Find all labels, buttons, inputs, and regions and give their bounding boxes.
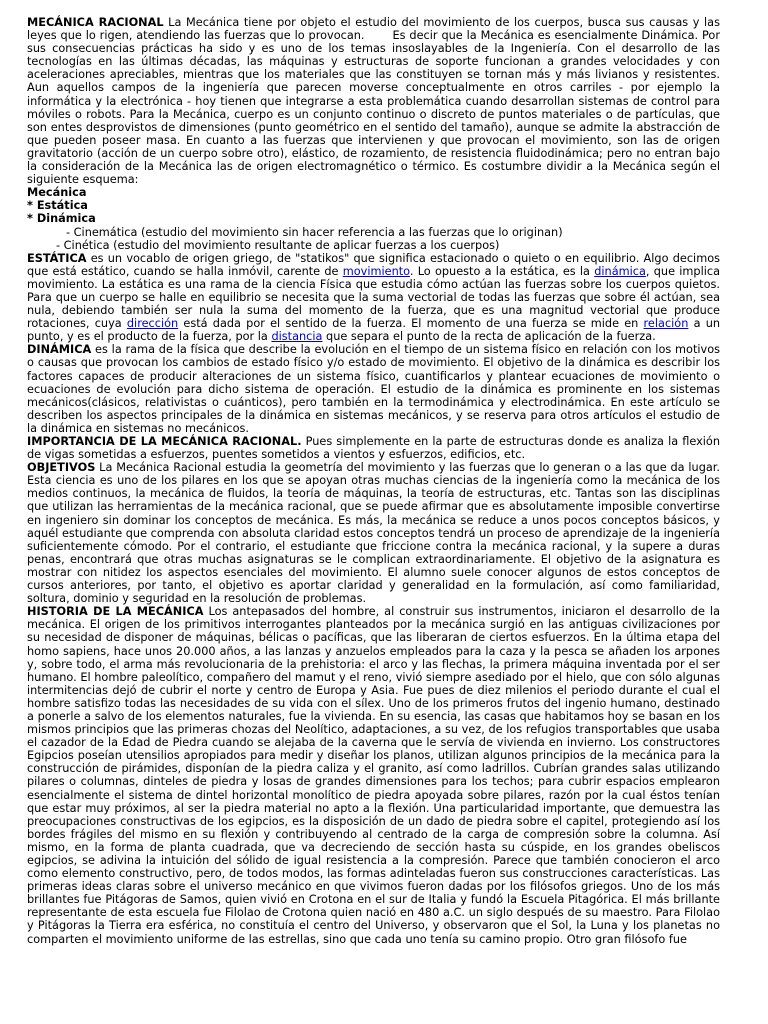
dinamica-paragraph: [27, 343, 720, 435]
dinamica-heading: DINÁMICA: [27, 343, 92, 357]
estatica-text: , que implica movimiento. La estática es una rama de la ciencia Física que estudia cómo actúan las fuerzas sobre los cuerpos quietos. Para que un cuerpo se halle en equilibrio se necesita que la suma vectorial de todas las fuerzas que sobre él actúan, sea nula, debiendo también ser nula la suma del momento de la fuerza, que es una magnitud vectorial que produce rotaciones, cuya: [27, 264, 720, 331]
estatica-text: a un punto, y es el producto de la fuerza, por la: [27, 317, 721, 344]
importancia-paragraph: [27, 435, 720, 461]
historia-heading: HISTORIA DE LA MECÁNICA: [27, 605, 204, 619]
historia-text: Los antepasados del hombre, al construir sus instrumentos, iniciaron el desarrollo de la mecánica. El origen de los primitivos interrogantes planteados por la mecánica surgió en las antiguas civilizaciones por su necesidad de disponer de máquinas, bélicas o pacíficas, que las liberaran de ciertos esfuerzos. En la última etapa del homo sapiens, hace unos 20.000 años, a las lanzas y anzuelos empleados para la caza y la pesca se añaden los arpones y, sobre todo, el arma más revolucionaria de la prehistoria: el arco y las flechas, la primera máquina inventada por el ser humano. El hombre paleolítico, compañero del mamut y el reno, vivió siempre asediado por el hielo, que con sólo algunas intermitencias dejó de cubrir el norte y centro de Europa y Asia. Fue pues de diez milenios el periodo durante el cual el hombre satisfizo todas las necesidades de su vida con el sílex. Uno de los primeros frutos del ingenio humano, destinado a ponerle a salvo de los elementos naturales, fue la vivienda. En su esencia, las casas que habitamos hoy se basan en los mismos principios que las primeras chozas del Neolítico, adaptaciones, a su vez, de los refugios transportables que usaba el cazador de la Edad de Piedra cuando se alejaba de la caverna que le servía de vivienda en invierno. Los constructores Egipcios poseían utensilios apropiados para medir y diseñar los planos, utilizan algunos principios de la mecánica para la construcción de pirámides, disponían de la piedra caliza y el granito, así como ladrillos. Cubrían grandes salas utilizando pilares o columnas, dinteles de piedra y losas de grandes dimensiones para los techos; para cubrir espacios emplearon esencialmente el sistema de dintel horizontal monolítico de piedra apoyada sobre pilares, razón por la cual éstos tenían que estar muy próximos, al ser la piedra material no apto a la flexión. Una particularidad importante, que demuestra las preocupaciones constructivas de los egipcios, es la disposición de un dado de piedra sobre el capitel, protegiendo así los bordes frágiles del mismo en su flexión y contribuyendo al centrado de la carga de compresión sobre la columna. Así mismo, en la forma de planta cuadrada, que va decreciendo de sección hasta su cúspide, en los grandes obeliscos egipcios, se adivina la intuición del sólido de igual resistencia a la compresión. Parece que también conocieron el arco como elemento constructivo, pero, de todos modos, las formas adinteladas fueron sus construcciones características. Las primeras ideas claras sobre el universo mecánico en que vivimos fueron dadas por los filósofos griegos. Uno de los más brillantes fue Pitágoras de Samos, quien vivió en Crotona en el sur de Italia y fundó la Escuela Pitagórica. El más brillante representante de esta escuela fue Filolao de Crotona quien nació en 480 a.C. un siglo después de su maestro. Para Filolao y Pitágoras la Tierra era esférica, no constituía el centro del Universo, y observaron que el Sol, la Luna y los planetas no comparten el movimiento uniforme de las estrellas, sino que cada uno tenía su camino propio. Otro gran filósofo fue: [27, 605, 720, 946]
importancia-heading: IMPORTANCIA DE LA MECÁNICA RACIONAL.: [27, 435, 302, 448]
mecanica-racional-heading: MECÁNICA RACIONAL: [27, 16, 164, 29]
dinamica-text: es la rama de la física que describe la evolución en el tiempo de un sistema físico en relación con los motivos o causas que provocan los cambios de estado físico y/o estado de movimiento. El objetivo de la dinámica es describir los factores capaces de producir alteraciones de un sistema físico, cuantificarlos y plantear ecuaciones de movimiento o ecuaciones de evolución para dicho sistema de operación. El estudio de la dinámica es prominente en los sistemas mecánicos(clásicos, relativistas o cuánticos), pero también en la termodinámica y electrodinámica. En este artículo se describen los aspectos principales de la dinámica en sistemas mecánicos, y se reserva para otros artículos el estudio de la dinámica en sistemas no mecánicos.: [27, 343, 720, 435]
direccion-link[interactable]: dirección: [126, 317, 179, 331]
relacion-link[interactable]: relación: [643, 317, 689, 331]
estatica-text: es un vocablo de origen griego, de "statikos" que significa estacionado o quieto o en equilibrio. Algo decimos que está estático, cuando se halla inmóvil, carente de: [27, 251, 720, 278]
estatica-heading: ESTÁTICA: [27, 251, 87, 265]
estatica-text: está dada por el sentido de la fuerza. El momento de una fuerza se mide en: [178, 317, 644, 331]
historia-paragraph: [27, 605, 720, 945]
scheme-sub-cinetica: - Cinética (estudio del movimiento resultante de aplicar fuerzas a los cuerpos): [56, 238, 500, 252]
intro-text-2: Es decir que la Mecánica es esencialmente Dinámica. Por sus consecuencias prácticas ha sido y es uno de los temas insoslayables de la Ingeniería. Con el desarrollo de las tecnologías en las últimas décadas, las máquinas y estructuras de soporte funcionan a grandes velocidades y con aceleraciones apreciables, mientras que los materiales que las constituyen se tornan más y más livianos y resistentes. Aun aquellos campos de la ingeniería que parecen moverse conceptualmente en otros carriles - por ejemplo la informática y la electrónica - hoy tienen que integrarse a esta problemática cuando desarrollan sistemas de control para móviles o robots. Para la Mecánica, cuerpo es un conjunto continuo o discreto de puntos materiales o de partículas, que son entes desprovistos de dimensiones (punto geométrico en el sentido del tamaño), aunque se admite la abstracción de que pueden poseer masa. En cuanto a las fuerzas que intervienen y que provocan el movimiento, son las de origen gravitatorio (acción de un cuerpo sobre otro), elástico, de rozamiento, de resistencia fluidodinámica; pero no entran bajo la consideración de la Mecánica las de origen electromagnético o térmico. Es costumbre dividir a la Mecánica según el siguiente esquema:: [27, 29, 720, 187]
objetivos-text: La Mecánica Racional estudia la geometría del movimiento y las fuerzas que lo generan o a las que da lugar. Esta ciencia es uno de los pilares en los que se apoyan otras muchas ciencias de la ingeniería como la mecánica de los medios continuos, la mecánica de fluidos, la teoría de máquinas, la teoría de estructuras, etc. Tantas son las disciplinas que utilizan las herramientas de la mecánica racional, que se puede afirmar que es absolutamente imposible convertirse en ingeniero sin dominar los conceptos de mecánica. Es más, la mecánica se reduce a unos pocos conceptos básicos, y aquél estudiante que comprenda con absoluta claridad estos conceptos tendrá un proceso de aprendizaje de la ingeniería suficientemente cómodo. Por el contrario, el estudiante que friccione contra la mecánica racional, y la supere a duras penas, encontrará que otras muchas asignaturas se le complican extraordinariamente. El objetivo de la asignatura es mostrar con nitidez los aspectos esenciales del movimiento. El alumno suele conocer algunos de estos conceptos de cursos anteriores, por tanto, el objetivo es aportar claridad y generalidad en la formulación, así como familiaridad, soltura, dominio y seguridad en la resolución de problemas.: [27, 461, 720, 606]
importancia-text: Pues simplemente en la parte de estructuras donde es analiza la flexión de vigas sometidas a esfuerzos, puentes sometidos a vientos y esfuerzos, edificios, etc.: [27, 435, 720, 462]
movimiento-link[interactable]: movimiento: [342, 264, 410, 278]
scheme-item-estatica: * Estática: [27, 199, 88, 213]
estatica-paragraph: [27, 252, 720, 344]
estatica-text: . Lo opuesto a la estática, es la: [409, 264, 595, 278]
objetivos-heading: OBJETIVOS: [27, 461, 96, 475]
distancia-link[interactable]: distancia: [271, 330, 323, 344]
scheme-title: Mecánica: [27, 186, 87, 200]
document-body: [27, 16, 720, 946]
dinamica-link[interactable]: dinámica: [594, 264, 646, 278]
intro-paragraph: [27, 16, 720, 186]
objetivos-paragraph: [27, 461, 720, 605]
scheme-sub-cinematica: - Cinemática (estudio del movimiento sin hacer referencia a las fuerzas que lo originan): [66, 225, 563, 239]
scheme-item-dinamica: * Dinámica: [27, 212, 96, 226]
intro-text-1: La Mecánica tiene por objeto el estudio del movimiento de los cuerpos, busca sus causas y las leyes que lo rigen, atendiendo las fuerzas que lo provocan.: [27, 16, 720, 43]
estatica-text: que separa el punto de la recta de aplicación de la fuerza.: [322, 330, 656, 344]
